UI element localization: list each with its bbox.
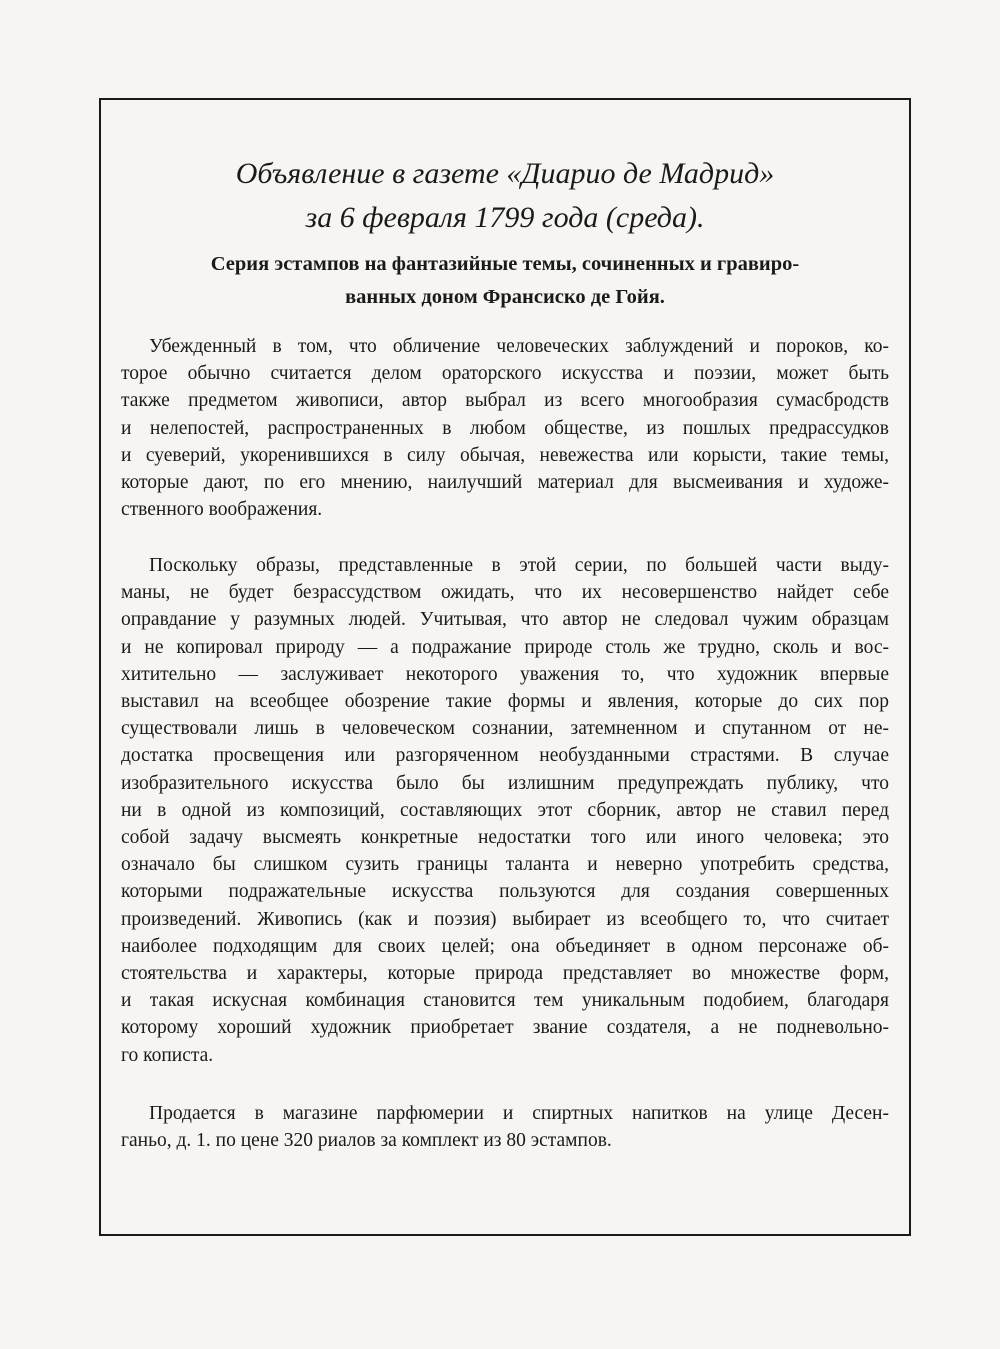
text-line: маны, не будет безрассудством ожидать, что их несовершенство найдет себе bbox=[121, 582, 889, 604]
text-line: которыми подражательные искусства пользуются для создания совершенных bbox=[121, 881, 889, 903]
text-line: го кописта. bbox=[121, 1044, 214, 1066]
text-line: Поскольку образы, представленные в этой серии, по большей части выду- bbox=[149, 555, 889, 576]
text-line: которому хороший художник приобретает звание создателя, а не подневольно- bbox=[121, 1017, 889, 1039]
paragraph-3 bbox=[121, 1100, 889, 1154]
text-line: ни в одной из композиций, составляющих этот сборник, автор не ставил перед bbox=[121, 799, 889, 821]
text-line: выставил на всеобщее обозрение такие формы и явления, которые до сих пор bbox=[121, 691, 889, 713]
text-line: изобразительного искусства было бы излишним предупреждать публику, что bbox=[121, 772, 889, 794]
paragraph-2 bbox=[121, 552, 889, 1069]
text-line: существовали лишь в человеческом сознании, затемненном и спутанном от не- bbox=[121, 718, 889, 740]
subtitle-line: Серия эстампов на фантазийные темы, сочиненных и гравиро- bbox=[210, 253, 800, 275]
text-line: произведений. Живопись (как и поэзия) выбирает из всеобщего то, что считает bbox=[121, 908, 889, 930]
text-line: достатка просвещения или разгоряченном необузданными страстями. В случае bbox=[121, 745, 889, 767]
text-line: Убежденный в том, что обличение человеческих заблуждений и пороков, ко- bbox=[149, 336, 889, 357]
page-title bbox=[101, 152, 909, 240]
text-line: хитительно — заслуживает некоторого уважения то, что художник впервые bbox=[121, 663, 889, 685]
text-line: Продается в магазине парфюмерии и спиртных напитков на улице Десен- bbox=[149, 1103, 889, 1124]
text-line: означало бы слишком сузить границы таланта и неверно употребить средства, bbox=[121, 854, 889, 876]
text-line: стоятельства и характеры, которые природа представляет во множестве форм, bbox=[121, 963, 889, 985]
text-line: и нелепостей, распространенных в любом обществе, из пошлых предрассудков bbox=[121, 417, 889, 439]
text-line: и такая искусная комбинация становится тем уникальным подобием, благодаря bbox=[121, 990, 889, 1012]
text-line: торое обычно считается делом ораторского искусства и поэзии, может быть bbox=[121, 363, 889, 385]
text-line: которые дают, по его мнению, наилучший материал для высмеивания и художе- bbox=[121, 472, 889, 494]
title-line: Объявление в газете «Диарио де Мадрид» bbox=[235, 157, 775, 190]
subtitle-line: ванных доном Франсиско де Гойя. bbox=[345, 286, 665, 308]
text-line: ственного воображения. bbox=[121, 499, 323, 521]
paragraph-1 bbox=[121, 333, 889, 523]
text-line: оправдание у разумных людей. Учитывая, что автор не следовал чужим образцам bbox=[121, 609, 889, 631]
text-line: собой задачу высмеять конкретные недостатки того или иного человека; это bbox=[121, 827, 889, 849]
text-line: также предметом живописи, автор выбрал из всего многообразия сумасбродств bbox=[121, 390, 889, 412]
text-line: ганьо, д. 1. по цене 320 риалов за комплект из 80 эстампов. bbox=[121, 1130, 612, 1152]
text-line: и суеверий, укоренившихся в силу обычая, невежества или корысти, такие темы, bbox=[121, 444, 889, 466]
text-line: наиболее подходящим для своих целей; она объединяет в одном персонаже об- bbox=[121, 935, 889, 957]
subtitle bbox=[145, 248, 865, 314]
text-line: и не копировал природу — а подражание природе столь же трудно, сколь и вос- bbox=[121, 636, 889, 658]
title-line: за 6 февраля 1799 года (среда). bbox=[305, 201, 705, 234]
document-frame bbox=[99, 98, 911, 1236]
